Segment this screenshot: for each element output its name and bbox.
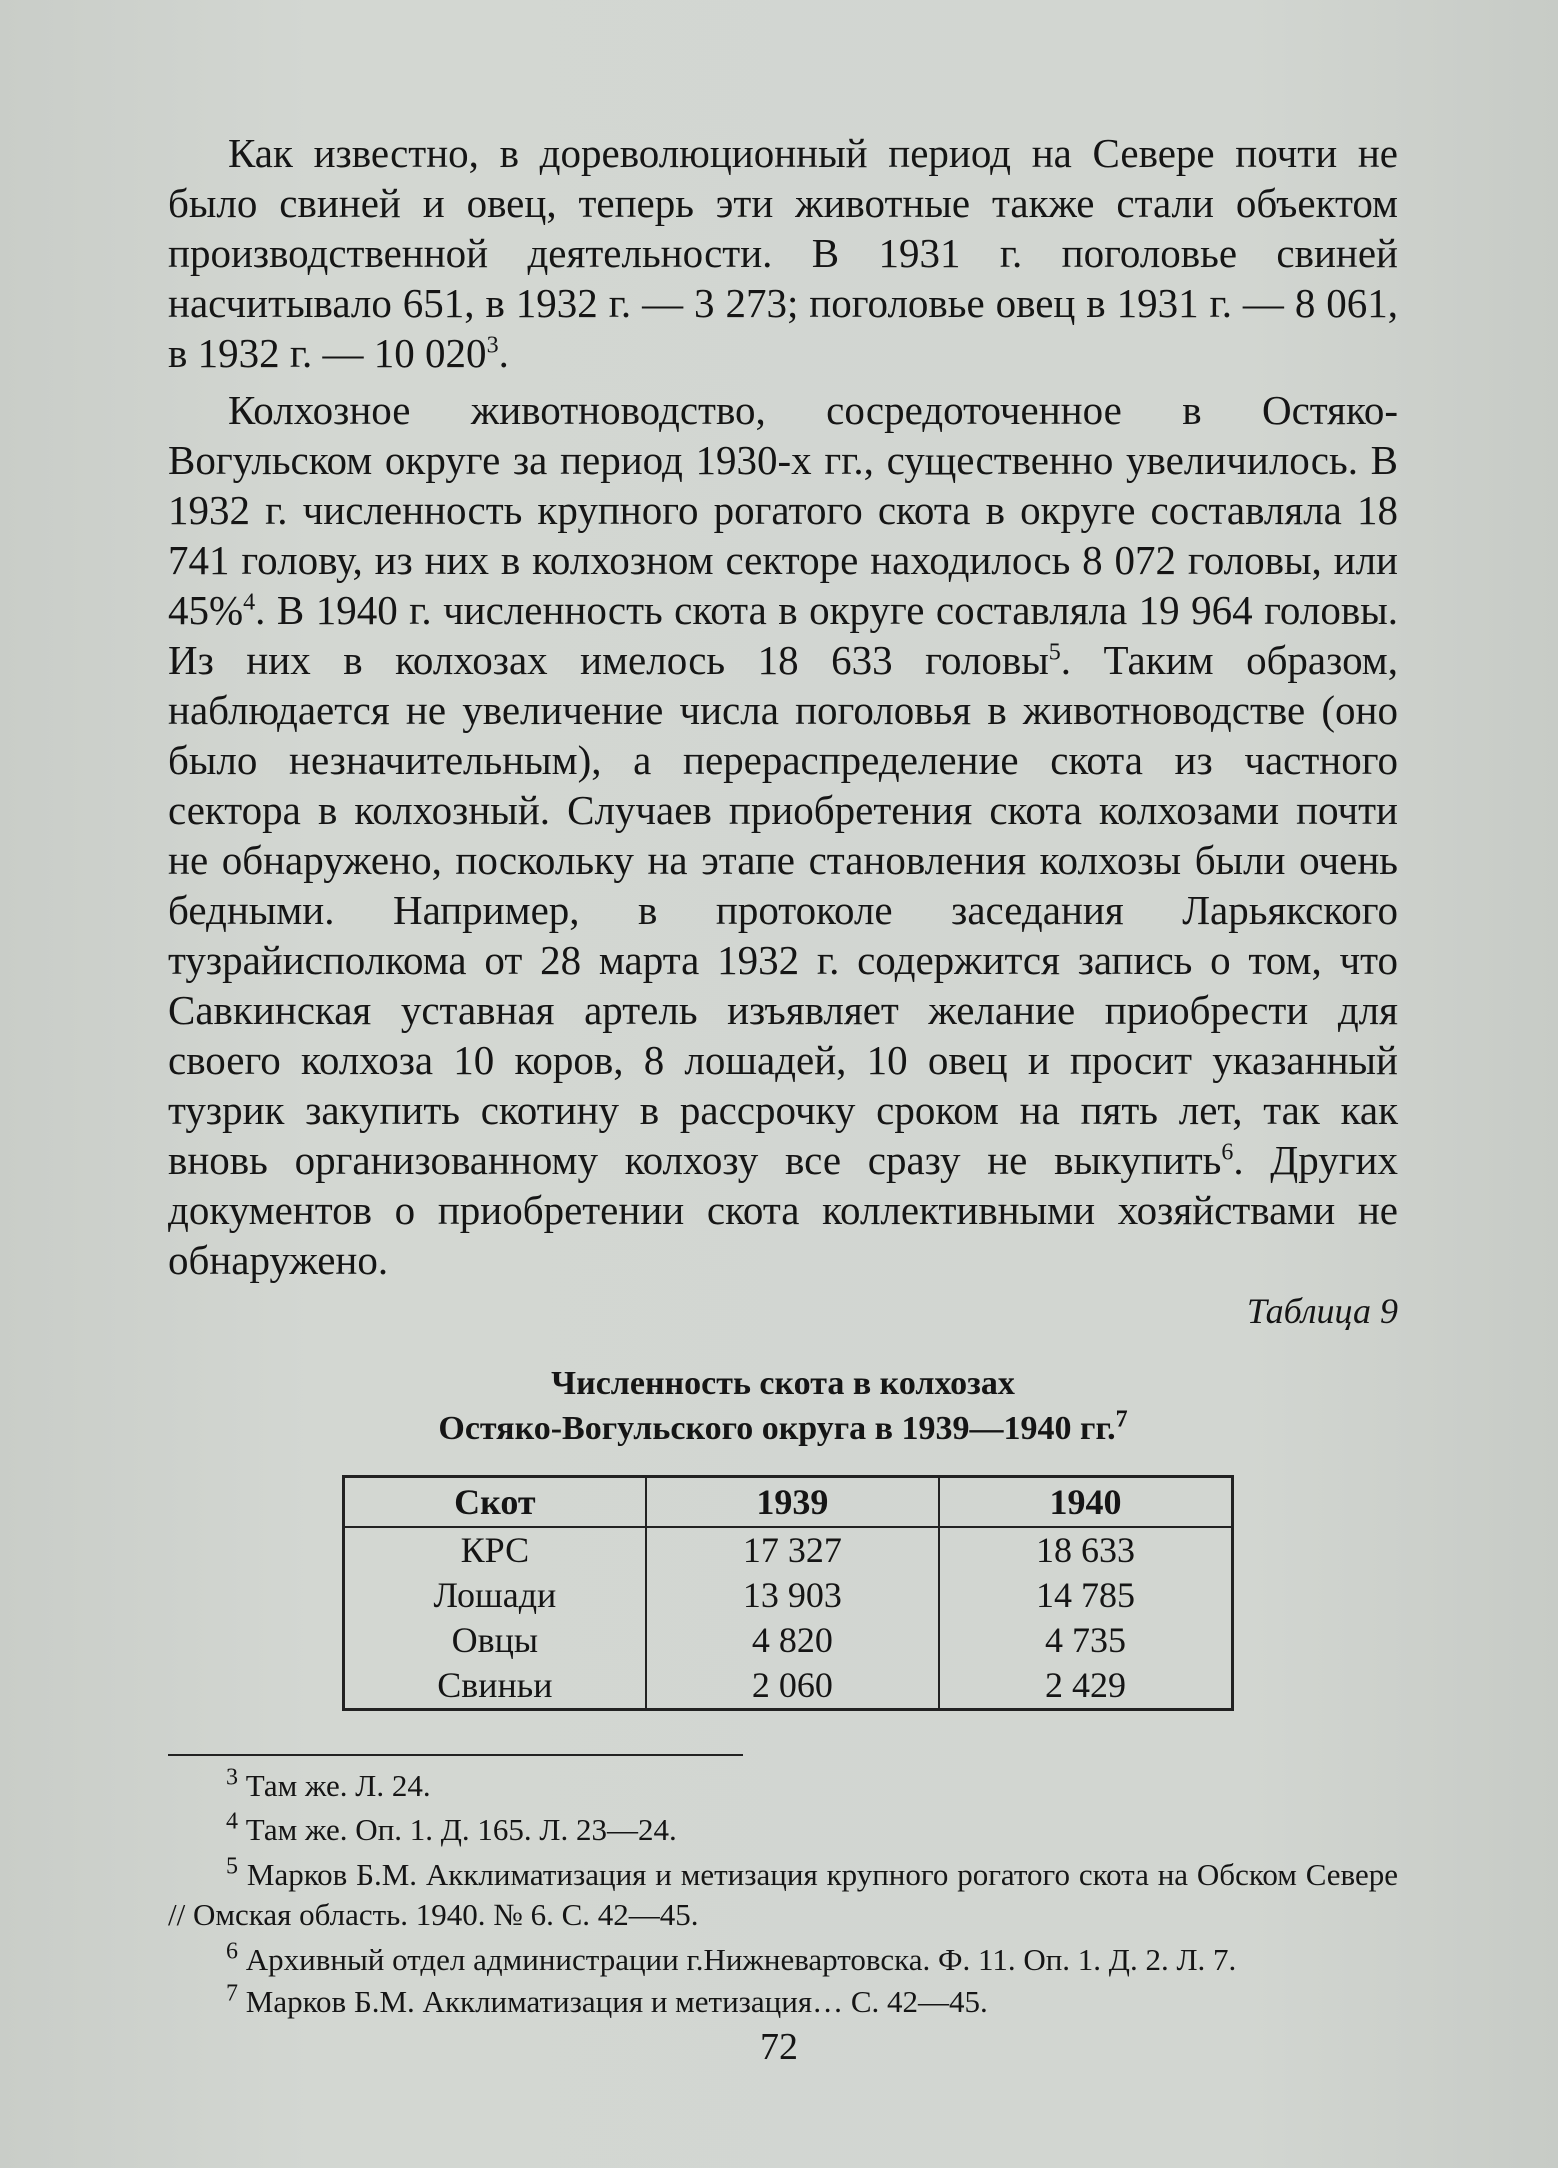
footnote-divider [168,1754,743,1756]
cell-1940: 18 633 [939,1527,1232,1573]
footnote-7: $^7$ Марков Б.М. Акклиматизация и метизация… С. 42—45. [226,1980,988,2019]
footnote-3: $^3$ Там же. Л. 24. [226,1764,431,1803]
cell-1940: 14 785 [939,1573,1232,1618]
table-row [344,1663,1233,1710]
paragraph-1: Как известно, в дореволюционный период на Севере почти не было свиней и овец, теперь эти животные также стали объектом производственной деятельности. В 1931 г. поголовье свиней насчитывало 651, в 1932 г. — 3 273; поголовье овец в 1931 г. — 8 061, в 1932 г. — 10 $020^3$. [168,130,1398,376]
cell-1939: 13 903 [646,1573,939,1618]
table-header-row [344,1477,1233,1528]
table-row [344,1618,1233,1663]
cell-1939: 4 820 [646,1618,939,1663]
cell-animal: Лошади [344,1573,646,1618]
cell-1940: 4 735 [939,1618,1232,1663]
footnote-6: $^6$ Архивный отдел администрации г.Нижневартовска. Ф. 11. Оп. 1. Д. 2. Л. 7. [226,1938,1237,1977]
table-title-line-1: Численность скота в колхозах [551,1365,1015,1402]
cell-animal: КРС [344,1527,646,1573]
header-1940: 1940 [939,1477,1232,1528]
cell-1939: 17 327 [646,1527,939,1573]
table-title-line-2: Остяко-Вогульского округа в 1939—1940 гг.$^7$ [438,1406,1128,1447]
paragraph-2: Колхозное животноводство, сосредоточенное в Остяко-Вогульском округе за период 1930-х гг., существенно увеличилось. В 1932 г. численность крупного рогатого скота в округе составляла 18 741 голову, из них в колхозном секторе находилось 8 072 головы, или 45%$^4$. В 1940 г. численность скота в округе составляла 19 964 головы. Из них в колхозах имелось 18 633 головы$^5$. Таким образом, наблюдается не увеличение числа поголовья в животноводстве (оно было незначительным), а перераспределение скота из частного сектора в колхозный. Случаев приобретения скота колхозами почти не обнаружено, поскольку на этапе становления колхозы были очень бедными. Например, в протоколе заседания Ларьякского тузрайисполкома от 28 марта 1932 г. содержится запись о том, что Савкинская уставная артель изъявляет желание приобрести для своего колхоза 10 коров, 8 лошадей, 10 овец и просит указанный тузрик закупить скотину в рассрочку сроком на пять лет, так как вновь организованному колхозу все сразу не выкупить$^6$. Других документов о приобретении скота коллективными хозяйствами не обнаружено. [168,387,1399,1283]
page-number: 72 [760,2026,798,2068]
livestock-table [342,1475,1234,1711]
cell-1939: 2 060 [646,1663,939,1710]
footnote-ref-5: 5 [1048,639,1061,666]
table-label: Таблица 9 [1246,1291,1398,1331]
table-row [344,1573,1233,1618]
cell-animal: Свиньи [344,1663,646,1710]
header-livestock: Скот [344,1477,646,1528]
footnote-ref-6: 6 [1221,1139,1234,1166]
cell-animal: Овцы [344,1618,646,1663]
footnote-ref-3: 3 [486,332,499,359]
footnote-ref-7: 7 [1115,1406,1128,1433]
table-row [344,1527,1233,1573]
footnote-4: $^4$ Там же. Оп. 1. Д. 165. Л. 23—24. [226,1808,677,1847]
footnote-5: $^5$ Марков Б.М. Акклиматизация и метизация крупного рогатого скота на Обском Севере // Омская область. 1940. № 6. С. 42—45. [168,1853,1399,1932]
footnote-ref-4: 4 [243,589,256,616]
header-1939: 1939 [646,1477,939,1528]
cell-1940: 2 429 [939,1663,1232,1710]
